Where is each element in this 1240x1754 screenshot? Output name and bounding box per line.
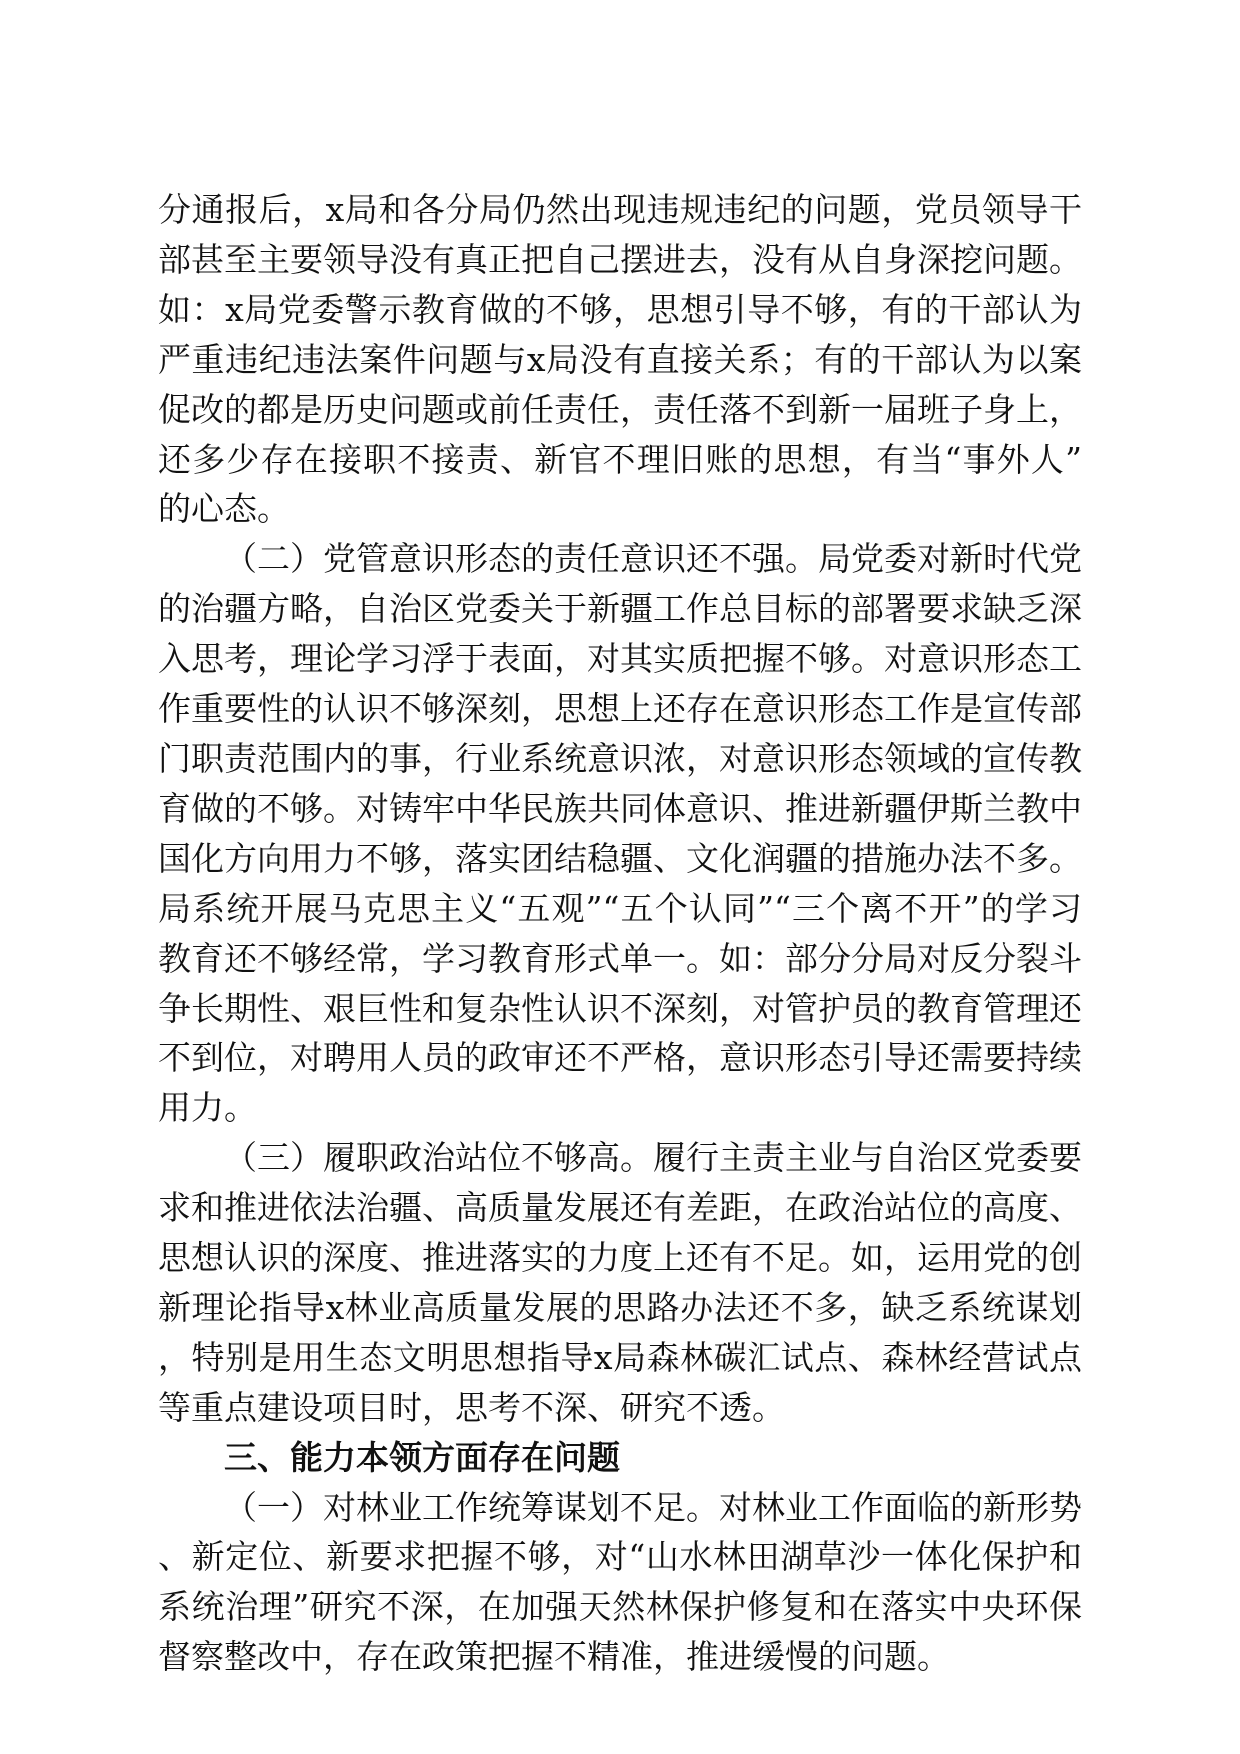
paragraph-ideology-responsibility: （二）党管意识形态的责任意识还不强。局党委对新时代党的治疆方略，自治区党委关于新疆工作总目标的部署要求缺乏深入思考，理论学习浮于表面，对其实质把握不够。对意识形态工作重要性的认识不够深刻，思想上还存在意识形态工作是宣传部门职责范围内的事，行业系统意识浓，对意识形态领域的宣传教育做的不够。对铸牢中华民族共同体意识、推进新疆伊斯兰教中国化方向用力不够，落实团结稳疆、文化润疆的措施办法不多。局系统开展马克思主义“五观”“五个认同”“三个离不开”的学习教育还不够经常，学习教育形式单一。如：部分分局对反分裂斗争长期性、艰巨性和复杂性认识不深刻，对管护员的教育管理还不到位，对聘用人员的政审还不严格，意识形态引导还需要持续用力。 bbox=[158, 539, 1082, 1128]
paragraph-political-stance: （三）履职政治站位不够高。履行主责主业与自治区党委要求和推进依法治疆、高质量发展还有差距，在政治站位的高度、思想认识的深度、推进落实的力度上还有不足。如，运用党的创新理论指导x林业高质量发展的思路办法还不多，缺乏系统谋划，特别是用生态文明思想指导x局森林碳汇试点、森林经营试点等重点建设项目时，思考不深、研究不透。 bbox=[158, 1138, 1082, 1427]
section-heading: 三、能力本领方面存在问题 bbox=[224, 1437, 620, 1477]
paragraph-forestry-planning: （一）对林业工作统筹谋划不足。对林业工作面临的新形势、新定位、新要求把握不够，对“山水林田湖草沙一体化保护和系统治理”研究不深，在加强天然林保护修复和在落实中央环保督察整改中，存在政策把握不精准，推进缓慢的问题。 bbox=[158, 1487, 1082, 1677]
document-body bbox=[158, 185, 1082, 1682]
paragraph-continuation: 分通报后，x局和各分局仍然出现违规违纪的问题，党员领导干部甚至主要领导没有真正把自己摆进去，没有从自身深挖问题。如：x局党委警示教育做的不够，思想引导不够，有的干部认为严重违纪违法案件问题与x局没有直接关系；有的干部认为以案促改的都是历史问题或前任责任，责任落不到新一届班子身上，还多少存在接职不接责、新官不理旧账的思想，有当“事外人”的心态。 bbox=[158, 190, 1082, 529]
